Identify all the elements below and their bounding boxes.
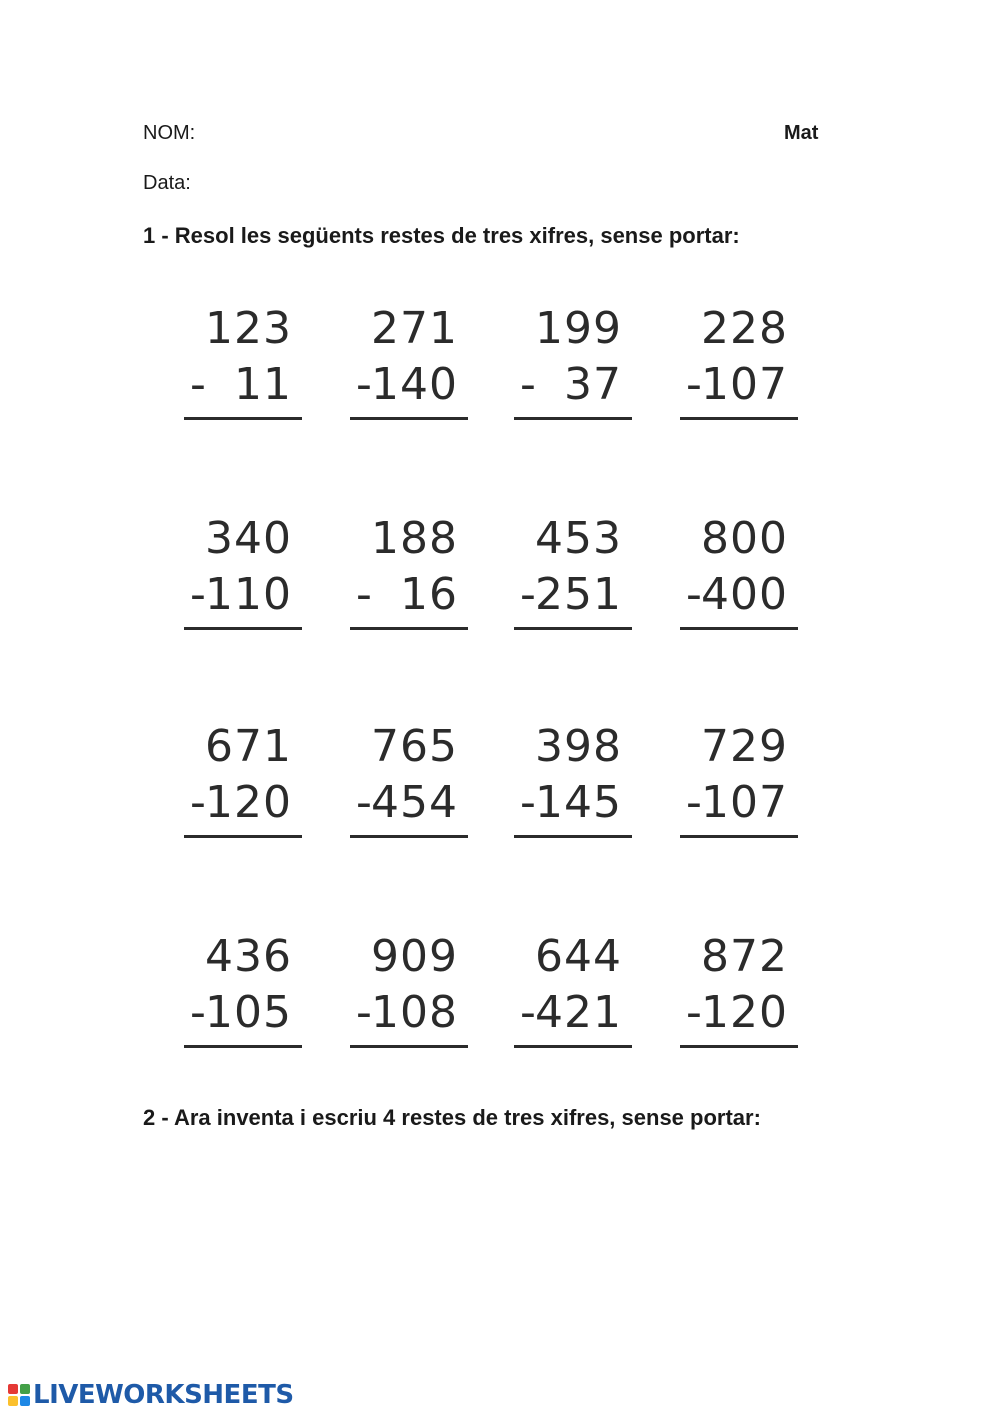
date-label: Data: (143, 172, 191, 194)
subtrahend: 105 (205, 987, 292, 1038)
subtrahend: 145 (535, 777, 622, 828)
subtrahend: 454 (371, 777, 458, 828)
minus-sign: - (356, 569, 372, 620)
minus-sign: - (520, 359, 536, 410)
liveworksheets-logo (8, 1380, 294, 1410)
subtraction-problem (184, 931, 302, 1038)
minuend: 671 (205, 721, 292, 772)
minuend: 453 (535, 513, 622, 564)
minus-sign: - (686, 987, 702, 1038)
answer-line (184, 1045, 302, 1048)
logo-icon (8, 1384, 30, 1406)
subtrahend: 140 (371, 359, 458, 410)
minuend: 909 (371, 931, 458, 982)
minuend: 340 (205, 513, 292, 564)
subtrahend: 421 (535, 987, 622, 1038)
minus-sign: - (190, 569, 206, 620)
minus-sign: - (520, 987, 536, 1038)
minuend: 729 (701, 721, 788, 772)
subtrahend: 11 (234, 359, 292, 410)
minus-sign: - (190, 987, 206, 1038)
minuend: 872 (701, 931, 788, 982)
subtraction-problem (680, 303, 798, 410)
subtraction-problem (184, 721, 302, 828)
answer-line (184, 835, 302, 838)
subtraction-problem (680, 931, 798, 1038)
subtrahend: 16 (400, 569, 458, 620)
minus-sign: - (520, 569, 536, 620)
answer-line (350, 627, 468, 630)
minuend: 436 (205, 931, 292, 982)
subject-label: Mat (784, 122, 819, 144)
subtraction-problem (350, 721, 468, 828)
subtraction-problem (680, 721, 798, 828)
minuend: 800 (701, 513, 788, 564)
minuend: 765 (371, 721, 458, 772)
answer-line (680, 835, 798, 838)
minus-sign: - (686, 777, 702, 828)
minuend: 398 (535, 721, 622, 772)
answer-line (514, 835, 632, 838)
answer-line (350, 835, 468, 838)
subtrahend: 120 (205, 777, 292, 828)
minus-sign: - (686, 359, 702, 410)
minuend: 188 (371, 513, 458, 564)
subtrahend: 108 (371, 987, 458, 1038)
subtrahend: 400 (701, 569, 788, 620)
minuend: 228 (701, 303, 788, 354)
subtrahend: 120 (701, 987, 788, 1038)
answer-line (680, 1045, 798, 1048)
subtraction-problem (184, 303, 302, 410)
subtraction-problem (514, 303, 632, 410)
answer-line (184, 627, 302, 630)
answer-line (680, 627, 798, 630)
answer-line (514, 417, 632, 420)
minus-sign: - (686, 569, 702, 620)
answer-line (514, 1045, 632, 1048)
logo-text: LIVEWORKSHEETS (33, 1380, 294, 1410)
answer-line (514, 627, 632, 630)
subtraction-problem (350, 931, 468, 1038)
answer-line (350, 1045, 468, 1048)
answer-line (680, 417, 798, 420)
subtrahend: 107 (701, 777, 788, 828)
minus-sign: - (190, 777, 206, 828)
subtraction-problem (514, 931, 632, 1038)
subtraction-problem (514, 513, 632, 620)
question-2-instruction: 2 - Ara inventa i escriu 4 restes de tres xifres, sense portar: (143, 1105, 761, 1130)
subtrahend: 251 (535, 569, 622, 620)
minuend: 271 (371, 303, 458, 354)
minus-sign: - (520, 777, 536, 828)
subtraction-problem (680, 513, 798, 620)
minus-sign: - (356, 987, 372, 1038)
subtraction-problem (514, 721, 632, 828)
minuend: 644 (535, 931, 622, 982)
question-1-instruction: 1 - Resol les següents restes de tres xifres, sense portar: (143, 223, 740, 248)
subtrahend: 107 (701, 359, 788, 410)
minus-sign: - (356, 359, 372, 410)
minus-sign: - (190, 359, 206, 410)
minus-sign: - (356, 777, 372, 828)
subtraction-problem (184, 513, 302, 620)
subtraction-problem (350, 513, 468, 620)
minuend: 123 (205, 303, 292, 354)
minuend: 199 (535, 303, 622, 354)
subtrahend: 110 (205, 569, 292, 620)
answer-line (184, 417, 302, 420)
answer-line (350, 417, 468, 420)
subtrahend: 37 (564, 359, 622, 410)
subtraction-problem (350, 303, 468, 410)
name-label: NOM: (143, 122, 196, 144)
